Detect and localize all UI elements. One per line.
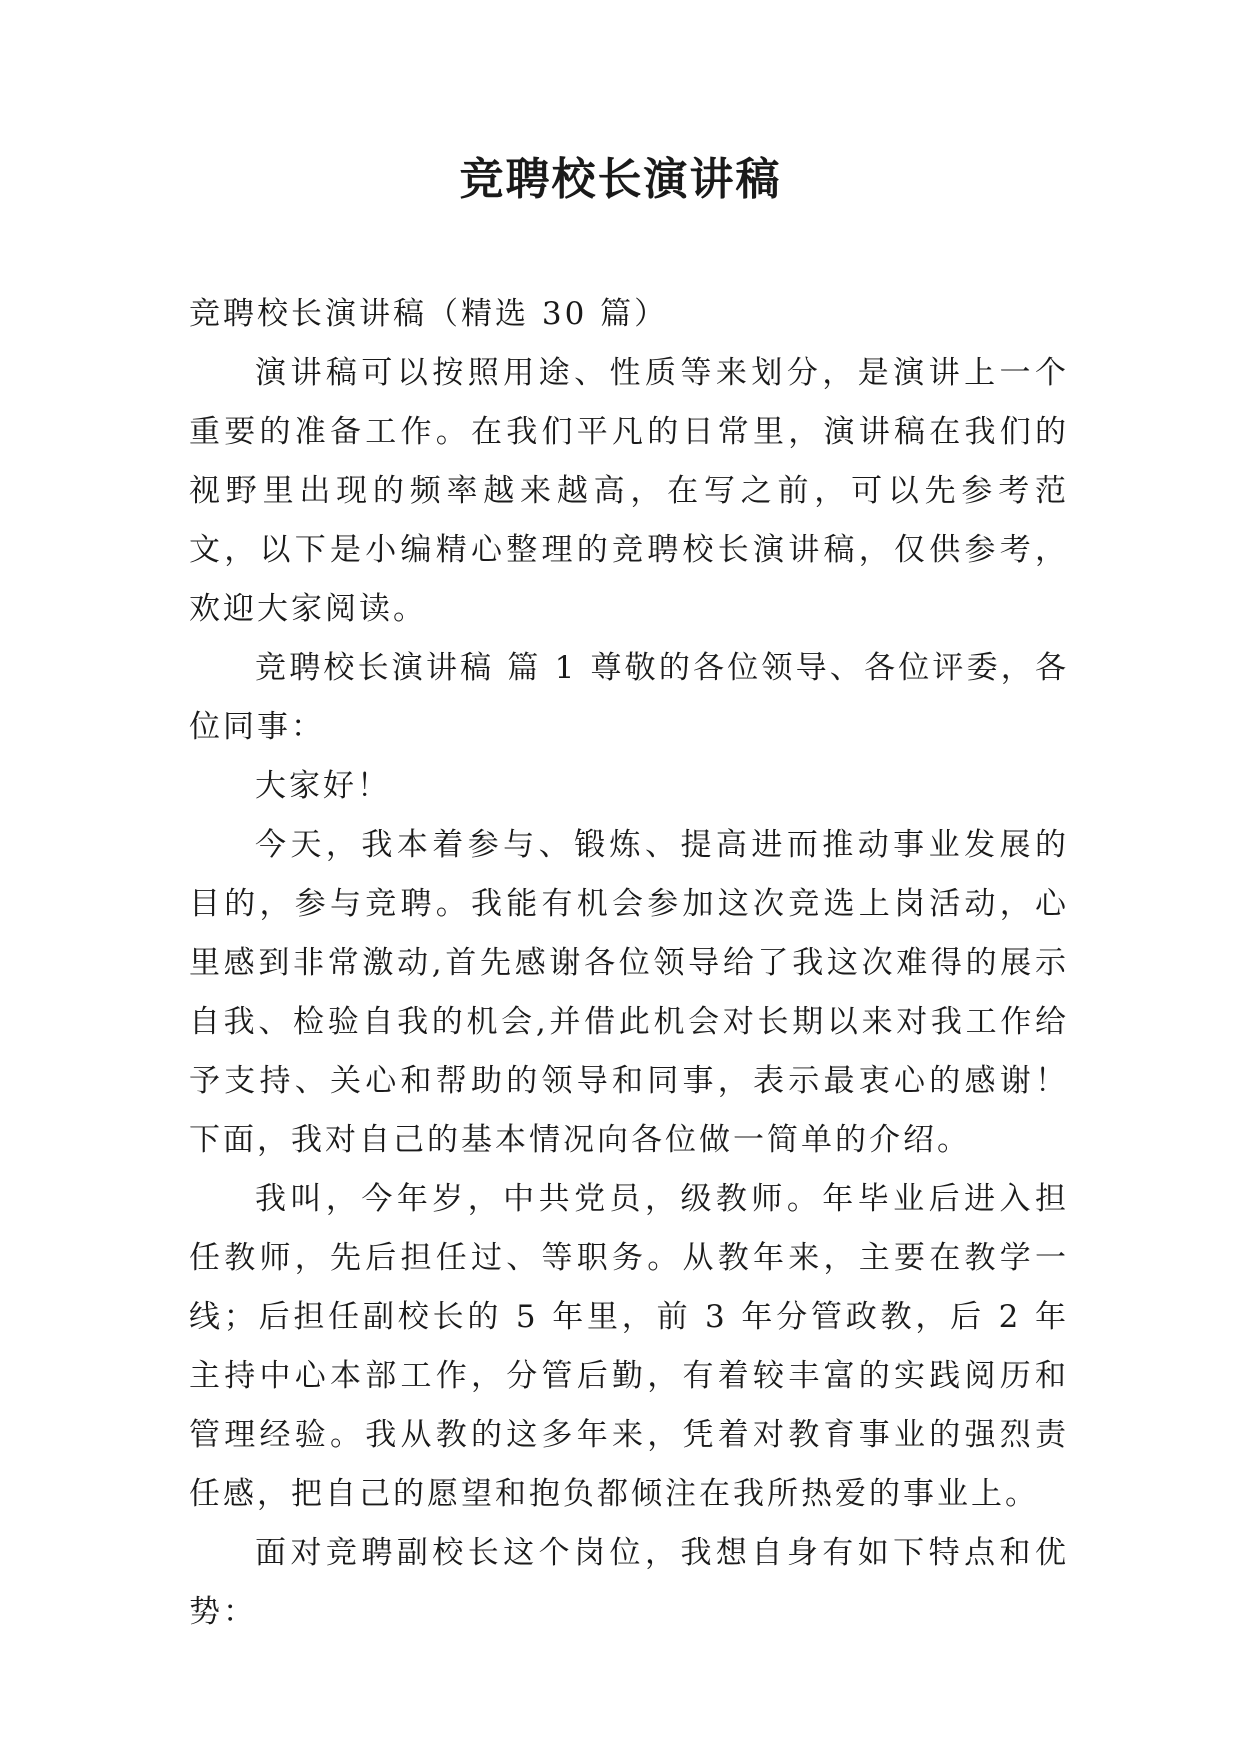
paragraph-purpose: 今天，我本着参与、锻炼、提高进而推动事业发展的目的，参与竞聘。我能有机会参加这次竞选上岗活动，心里感到非常激动,首先感谢各位领导给了我这次难得的展示自我、检验自我的机会,并借此机会对长期以来对我工作给予支持、关心和帮助的领导和同事，表示最衷心的感谢！下面，我对自己的基本情况向各位做一简单的介绍。 [189, 827, 1069, 1158]
paragraph-background: 我叫，今年岁，中共党员，级教师。年毕业后进入担任教师，先后担任过、等职务。从教年来，主要在教学一线；后担任副校长的 5 年里，前 3 年分管政教，后 2 年主持中心本部工作，分管后勤，有着较丰富的实践阅历和管理经验。我从教的这多年来，凭着对教育事业的强烈责任感，把自己的愿望和抱负都倾注在我所热爱的事业上。 [189, 1181, 1069, 1512]
document-title: 竞聘校长演讲稿 [459, 154, 782, 205]
paragraph-greeting: 大家好！ [255, 768, 391, 804]
document-subtitle: 竞聘校长演讲稿（精选 30 篇） [189, 296, 669, 332]
paragraph-intro: 演讲稿可以按照用途、性质等来划分，是演讲上一个重要的准备工作。在我们平凡的日常里，演讲稿在我们的视野里出现的频率越来越高，在写之前，可以先参考范文，以下是小编精心整理的竞聘校长演讲稿，仅供参考，欢迎大家阅读。 [189, 355, 1069, 627]
document-body [189, 285, 1069, 1642]
paragraph-salutation: 竞聘校长演讲稿 篇 1 尊敬的各位领导、各位评委，各位同事： [189, 650, 1069, 745]
paragraph-strengths: 面对竞聘副校长这个岗位，我想自身有如下特点和优势： [189, 1535, 1069, 1630]
